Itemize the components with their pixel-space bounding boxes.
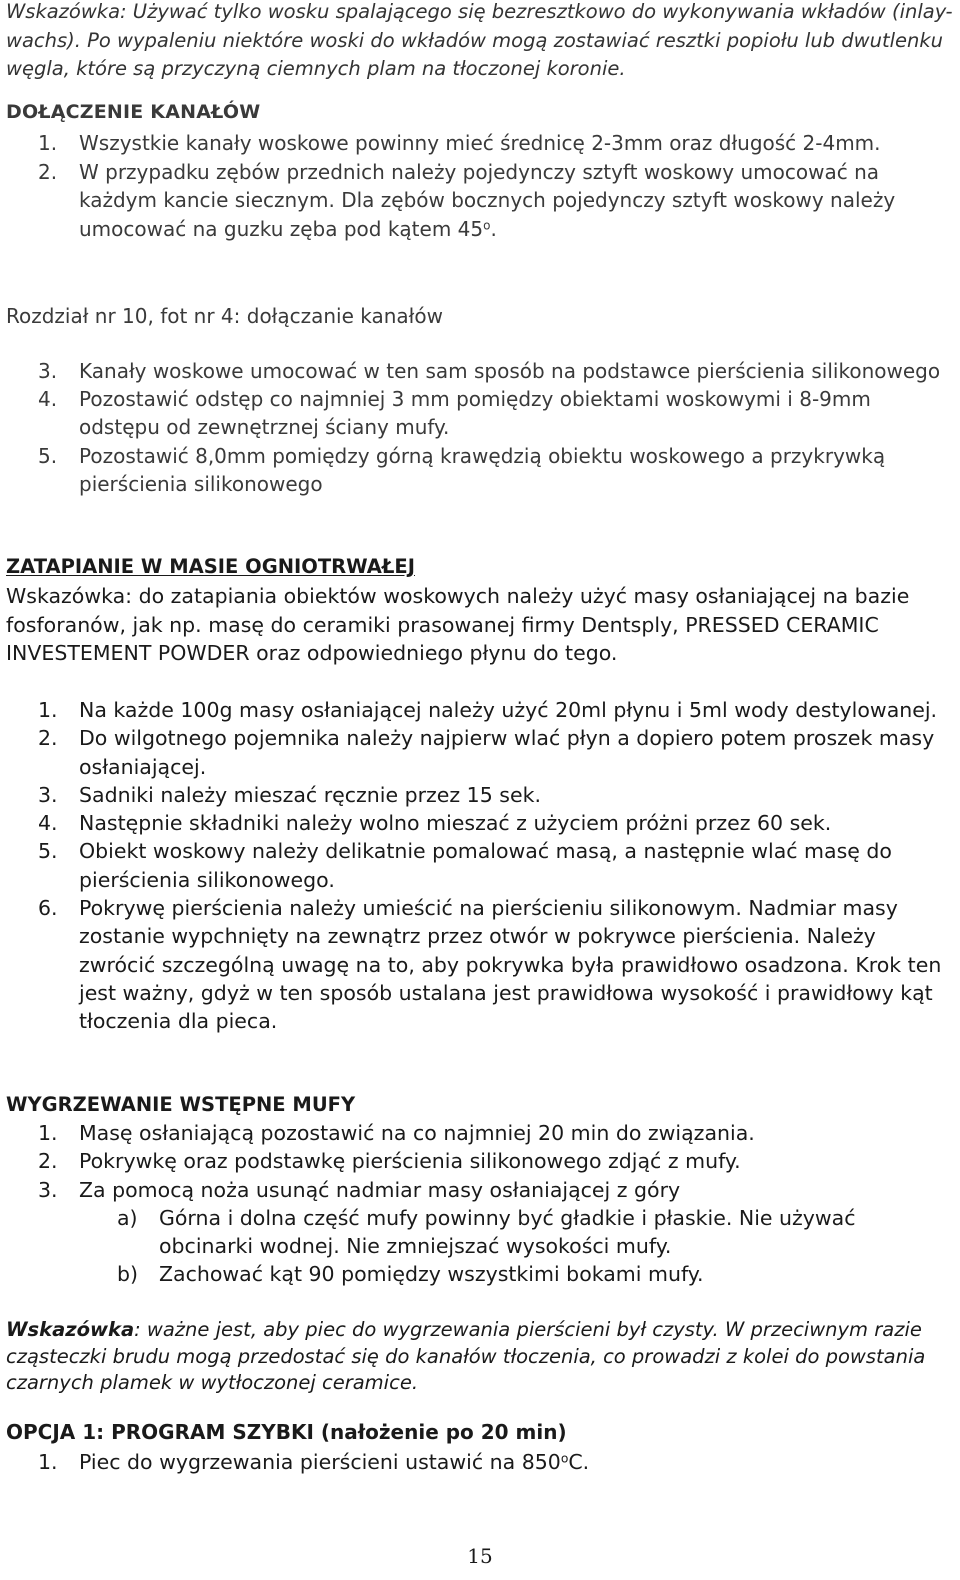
sublist-letter: a) xyxy=(117,1205,138,1230)
channels-list-continued xyxy=(6,357,954,498)
section-title-channels: DOŁĄCZENIE KANAŁÓW xyxy=(6,101,261,123)
list-number: 5. xyxy=(38,839,58,864)
degree-superscript: o xyxy=(560,1451,569,1466)
channels-list xyxy=(6,129,954,243)
option1-list xyxy=(6,1448,954,1476)
list-item-tail: . xyxy=(490,216,497,241)
list-item-text: Obiekt woskowy należy delikatnie pomalować masą, a następnie wlać masę do pierścienia silikonowego. xyxy=(79,839,892,892)
hint-label: Wskazówka xyxy=(6,1318,135,1341)
investment-list xyxy=(6,696,954,1036)
list-item-text: Masę osłaniającą pozostawić na co najmniej 20 min do związania. xyxy=(79,1121,755,1145)
list-item xyxy=(6,1119,954,1147)
list-item-text: Pokrywkę oraz podstawkę pierścienia silikonowego zdjąć z mufy. xyxy=(79,1149,741,1174)
list-item-text: Do wilgotnego pojemnika należy najpierw wlać płyn a dopiero potem proszek masy osłaniającej. xyxy=(79,726,935,779)
list-item xyxy=(6,442,954,498)
sublist-item-text: Zachować kąt 90 pomiędzy wszystkimi bokami mufy. xyxy=(159,1262,704,1287)
list-item xyxy=(6,809,954,837)
list-item xyxy=(6,1176,954,1289)
list-number: 1. xyxy=(38,1121,58,1145)
list-number: 1. xyxy=(38,131,58,155)
list-item-text: Pozostawić odstęp co najmniej 3 mm pomiędzy obiektami woskowymi i 8-9mm odstępu od zewnętrznej ściany mufy. xyxy=(79,387,871,440)
list-item-text: Sadniki należy mieszać ręcznie przez 15 sek. xyxy=(79,782,541,807)
list-number: 3. xyxy=(38,1177,58,1202)
section-title-option1: OPCJA 1: PROGRAM SZYBKI (nałożenie po 20 min) xyxy=(6,1420,567,1444)
list-item xyxy=(6,894,954,1035)
list-item-text: Za pomocą noża usunąć nadmiar masy osłaniającej z góry xyxy=(79,1177,681,1202)
list-item-text: Pokrywę pierścienia należy umieścić na pierścieniu silikonowym. Nadmiar masy zostanie wypchnięty na zewnątrz przez otwór w pokrywce pierścienia. Należy zwrócić szczególną uwagę na to, aby pokrywka była prawidłowo osadzona. Krok ten jest ważny, gdyż w ten sposób ustalana jest prawidłowa wysokość i prawidłowy kąt tłoczenia dla pieca. xyxy=(79,896,942,1034)
list-number: 5. xyxy=(38,443,58,468)
list-item xyxy=(6,837,954,894)
preheat-sublist xyxy=(79,1204,954,1289)
list-item-text: Wszystkie kanały woskowe powinny mieć średnicę 2-3mm oraz długość 2-4mm. xyxy=(79,131,881,155)
list-item xyxy=(6,1448,954,1476)
list-item-text: Następnie składniki należy wolno mieszać z użyciem próżni przez 60 sek. xyxy=(79,811,832,836)
list-item-text: Pozostawić 8,0mm pomiędzy górną krawędzią obiektu woskowego a przykrywką pierścienia silikonowego xyxy=(79,443,886,496)
list-number: 3. xyxy=(38,782,58,807)
list-item-text: Na każde 100g masy osłaniającej należy użyć 20ml płynu i 5ml wody destylowanej. xyxy=(79,698,938,722)
sublist-item xyxy=(79,1260,954,1288)
list-number: 6. xyxy=(38,896,58,921)
list-number: 1. xyxy=(38,698,58,722)
list-item xyxy=(6,724,954,781)
list-number: 2. xyxy=(38,726,58,751)
section-title-preheat: WYGRZEWANIE WSTĘPNE MUFY xyxy=(6,1093,356,1116)
list-item xyxy=(6,129,954,158)
list-item xyxy=(6,781,954,809)
degree-superscript: o xyxy=(483,217,491,232)
list-item xyxy=(6,385,954,441)
list-number: 3. xyxy=(38,359,58,383)
list-item-text: Piec do wygrzewania pierścieni ustawić na 850 xyxy=(79,1450,561,1474)
list-number: 2. xyxy=(38,1149,58,1174)
list-item-tail: C. xyxy=(568,1450,590,1474)
list-item xyxy=(6,357,954,385)
list-number: 2. xyxy=(38,159,58,184)
list-item xyxy=(6,1147,954,1175)
top-hint-paragraph: Wskazówka: Używać tylko wosku spalającego się bezresztkowo do wykonywania wkładów (inlay-wachs). Po wypaleniu niektóre woski do wkładów mogą zostawiać resztki popiołu lub dwutlenku węgla, które są przyczyną ciemnych plam na tłoczonej koronie. xyxy=(6,0,953,80)
section-title-investment: ZATAPIANIE W MASIE OGNIOTRWAŁEJ xyxy=(6,555,415,578)
list-item xyxy=(6,158,954,244)
list-number: 1. xyxy=(38,1450,58,1474)
list-number: 4. xyxy=(38,387,58,412)
sublist-item-text: Górna i dolna część mufy powinny być gładkie i płaskie. Nie używać obcinarki wodnej. Nie zmniejszać wysokości mufy. xyxy=(159,1205,856,1259)
cleanliness-hint-paragraph xyxy=(6,1317,954,1397)
figure-caption: Rozdział nr 10, fot nr 4: dołączanie kanałów xyxy=(6,304,443,328)
list-item-text: W przypadku zębów przednich należy pojedynczy sztyft woskowy umocować na każdym kancie siecznym. xyxy=(79,159,880,212)
preheat-list xyxy=(6,1119,954,1289)
page-number: 15 xyxy=(467,1544,493,1568)
sublist-item xyxy=(79,1204,954,1261)
investment-hint-paragraph: Wskazówka: do zatapiania obiektów woskowych należy użyć masy osłaniającej na bazie fosforanów, jak np. masę do ceramiki prasowanej firmy Dentsply, PRESSED CERAMIC INVESTEMENT POWDER oraz odpowiedniego płynu do tego. xyxy=(6,584,910,665)
list-item-text-continued: Dla zębów bocznych pojedynczy sztyft woskowy należy umocować na guzku zęba pod kątem 45 xyxy=(79,188,896,241)
sublist-letter: b) xyxy=(117,1262,139,1287)
list-item xyxy=(6,696,954,724)
hint-text: : ważne jest, aby piec do wygrzewania pierścieni był czysty. W przeciwnym razie cząsteczki brudu mogą przedostać się do kanałów tłoczenia, co prowadzi z kolei do powstania czarnych plamek w wytłoczonej ceramice. xyxy=(6,1318,926,1394)
list-item-text: Kanały woskowe umocować w ten sam sposób na podstawce pierścienia silikonowego xyxy=(79,359,941,383)
list-number: 4. xyxy=(38,811,58,836)
